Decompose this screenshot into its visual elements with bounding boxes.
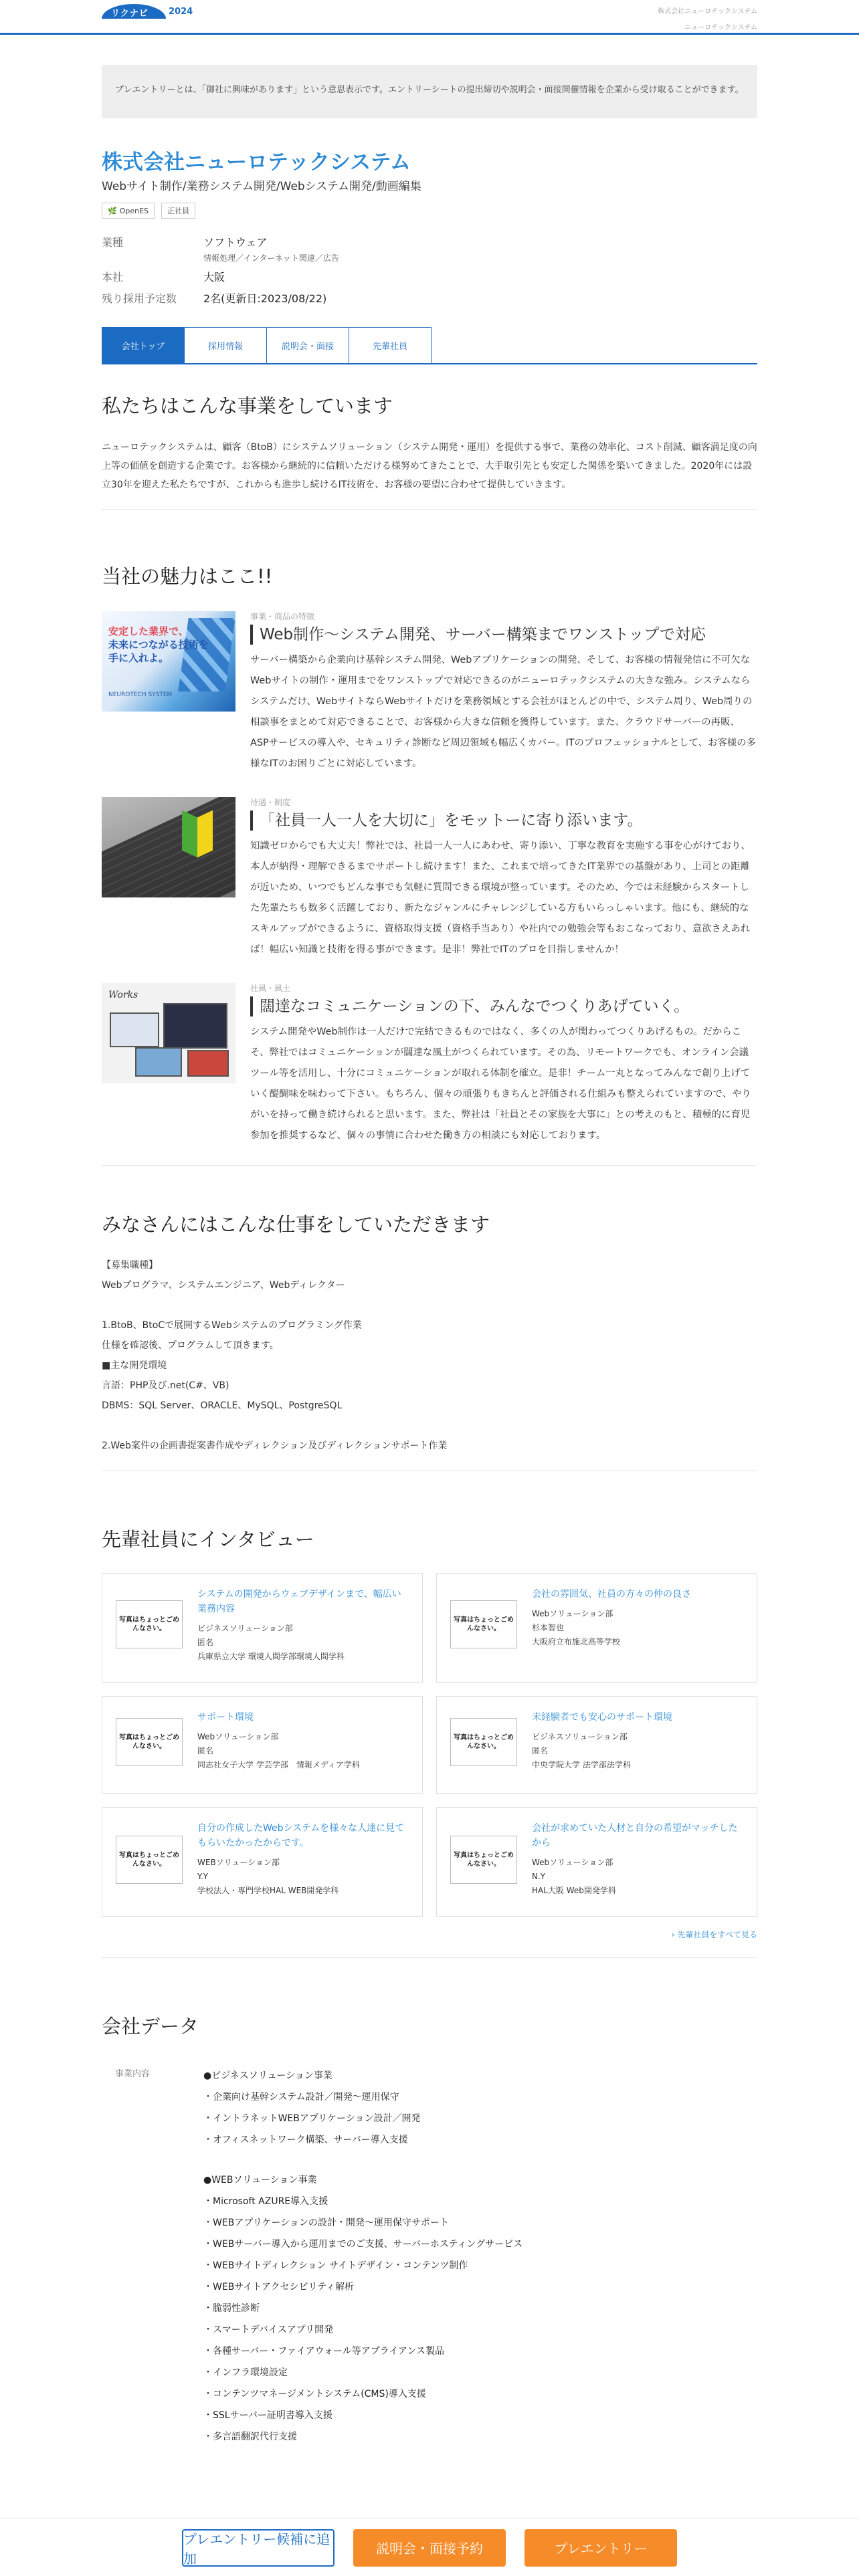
beginner-mark-icon [182, 814, 213, 861]
cdata-line: ●ビジネスソリューション事業 [203, 2070, 332, 2081]
company-data-label: 事業内容 [115, 2069, 151, 2079]
info-value: 2名(更新日:2023/08/22) [203, 292, 327, 305]
interview-card[interactable] [102, 1807, 423, 1917]
tag-openes [102, 203, 155, 219]
screen-thumb-icon [135, 1047, 182, 1077]
company-tags [102, 203, 757, 219]
company-name: 株式会社ニューロテックシステム [102, 150, 411, 175]
cdata-line: ・各種サーバー・ファイアウォール等アプライアンス製品 [203, 2346, 444, 2357]
dept: Webソリューション部 [532, 1858, 613, 1867]
cdata-line: ・コンテンツマネージメントシステム(CMS)導入支援 [203, 2389, 426, 2399]
cdata-line: ・WEBサイトアクセシビリティ解析 [203, 2282, 355, 2292]
appeal-title: 当社の魅力はここ!! [102, 565, 273, 588]
cdata-line: ・多言語翻訳代行支援 [203, 2432, 297, 2442]
interview-card-body [197, 1821, 409, 1903]
more-seniors-label: 先輩社員をすべて見る [677, 1930, 757, 1939]
appeal-category: 事業・商品の特徴 [250, 612, 315, 621]
tab-seminar[interactable]: 説明会・面接 [266, 327, 349, 363]
interview-card-body [197, 1587, 409, 1669]
photo-placeholder: 写真はちょっとごめんなさい。 [116, 1600, 183, 1648]
school: 同志社女子大学 学芸学部 情報メディア学科 [197, 1760, 360, 1769]
leaf-icon: 🌿 [108, 206, 117, 215]
cdata-line: ・SSLサーバー証明書導入支援 [203, 2410, 332, 2421]
appeal-heading: Web制作〜システム開発、サーバー構築までワンストップで対応 [250, 625, 757, 645]
cdata-gap [203, 2151, 522, 2169]
work-line: ■主な開発環境 [102, 1360, 167, 1371]
divider [102, 509, 757, 510]
add-candidate-button[interactable]: プレエントリー候補に追加 [182, 2529, 335, 2567]
appeal-text: 知識ゼロからでも大丈夫！弊社では、社員一人一人にあわせ、寄り添い、丁寧な教育を実施する事を心がけており、本人が納得・理解できるまでサポートし続けます！また、これまで培ってきたIT業界での基盤があり、上司との距離が近いため、いつでもどんな事でも気軽に質問できる環境が整っています。そのため、今では未経験からスタートした先輩たちも数多く活躍しており、新たなジャンルにチャレンジしている方もいらっしゃいます。他にも、継続的なスキルアップができるように、資格取得支援（資格手当あり）や社内での勉強会等もおこなっており、意欲さえあれば！幅広い知識と技術を得る事ができます。是非！弊社でITのプロを目指しませんか！ [250, 841, 751, 955]
appeal-image-caption [108, 625, 209, 665]
appeal-image-benefits [102, 797, 235, 897]
screen-thumb-icon [110, 1012, 159, 1047]
cdata-line: ・脆弱性診断 [203, 2303, 260, 2314]
appeal-text: サーバー構築から企業向け基幹システム開発、Webアプリケーションの開発、そして、お客様の情報発信に不可欠なWebサイトの制作・運用までをワンストップで対応できるのがニューロテックシステムの大きな強み。システムならシステムだけ、WebサイトならWebサイトだけを業務領域とする会社がほとんどの中で、システム周り、Web周りの相談事をまとめて対応できることで、お客様から大きな信頼を獲得しています。また、クラウドサーバーの再販、ASPサービスの導入や、セキュリティ診断など周辺領域も幅広くカバー。ITのプロフェッショナルとして、お客様の多様なITのお困りごとに対応しています。 [250, 655, 756, 769]
interview-card-meta [532, 1607, 691, 1649]
school: 兵庫県立大学 環境人間学部環境人間学科 [197, 1652, 345, 1661]
work-line: 1.BtoB、BtoCで展開するWebシステムのプログラミング作業 [102, 1320, 362, 1331]
interview-title: 先輩社員にインタビュー [102, 1528, 314, 1551]
photo-placeholder: 写真はちょっとごめんなさい。 [116, 1718, 183, 1766]
appeal-image-business [102, 611, 235, 712]
cdata-line: ●WEBソリューション事業 [203, 2175, 317, 2185]
works-label: Works [108, 990, 138, 1000]
interview-card-title[interactable]: 未経験者でも安心のサポート環境 [532, 1712, 672, 1723]
company-data-title: 会社データ [102, 2015, 199, 2038]
person-name: 匿名 [197, 1638, 214, 1647]
appeal-item-body [250, 797, 757, 960]
divider [102, 1165, 757, 1166]
photo-placeholder: 写真はちょっとごめんなさい。 [116, 1836, 183, 1884]
interview-card[interactable] [102, 1573, 423, 1683]
industry-sub: 情報処理／インターネット関連／広告 [203, 253, 339, 263]
interview-card-title[interactable]: 会社が求めていた人材と自分の希望がマッチしたから [532, 1823, 738, 1848]
interview-card-meta [532, 1856, 743, 1898]
keyboard-icon [102, 797, 235, 897]
interview-card-title[interactable]: システムの開発からウェブデザインまで、幅広い業務内容 [197, 1589, 401, 1614]
info-label: 残り採用予定数 [102, 292, 177, 305]
cdata-line: ・インフラ環境設定 [203, 2367, 288, 2378]
tab-company-top[interactable]: 会社トップ [102, 327, 185, 363]
photo-placeholder: 写真はちょっとごめんなさい。 [450, 1718, 517, 1766]
work-line-gap [102, 1416, 757, 1436]
work-line: Webプログラマ、システムエンジニア、Webディレクター [102, 1280, 345, 1291]
dept: Webソリューション部 [532, 1609, 613, 1618]
school: HAL大阪 Web開発学科 [532, 1886, 616, 1895]
dept: WEBソリューション部 [197, 1858, 280, 1867]
appeal-item-body [250, 611, 757, 774]
dept: Webソリューション部 [197, 1732, 279, 1741]
appeal-item-body [250, 983, 757, 1146]
appeal-heading: 「社員一人一人を大切に」をモットーに寄り添います。 [250, 811, 757, 831]
interview-card-title[interactable]: 会社の雰囲気、社員の方々の仲の良さ [532, 1589, 691, 1600]
appeal-item-benefits [102, 797, 757, 960]
img-line-2: 未来につながる技術を [108, 639, 209, 651]
cdata-line: ・WEBアプリケーションの設計・開発〜運用保守サポート [203, 2218, 449, 2228]
divider [102, 1957, 757, 1958]
interview-card-body [532, 1710, 672, 1780]
interview-card-meta [197, 1622, 409, 1664]
person-name: N.Y [532, 1872, 546, 1881]
info-label: 本社 [102, 271, 124, 284]
person-name: 杉本智也 [532, 1623, 565, 1632]
work-line-gap [102, 1295, 757, 1315]
interview-grid [102, 1573, 757, 1917]
person-name: 匿名 [197, 1746, 214, 1755]
tag-label: OpenES [119, 206, 149, 215]
tag-label: 正社員 [167, 207, 190, 215]
company-data-row [102, 2065, 757, 2448]
chevron-right-icon: › [671, 1930, 675, 1939]
interview-card-body [532, 1821, 743, 1903]
cdata-line: ・WEBサーバー導入から運用までのご支援、サーバーホスティングサービス [203, 2239, 523, 2250]
company-data-section [102, 2013, 757, 2448]
info-hq [102, 268, 757, 287]
interview-card[interactable] [102, 1696, 423, 1794]
company-tabs [102, 327, 757, 364]
company-info [102, 233, 757, 308]
interview-card[interactable] [436, 1573, 757, 1683]
img-brand: NEUROTECH SYSTEM [108, 691, 173, 698]
logo-year: 2024 [169, 7, 193, 17]
work-line: 【募集職種】 [102, 1260, 158, 1271]
interview-card-meta [197, 1856, 409, 1898]
interview-card-title[interactable]: 自分の作成したWebシステムを様々な人達に見てもらいたかったからです。 [197, 1823, 405, 1848]
work-section [102, 1211, 757, 1471]
screen-thumb-icon [187, 1050, 229, 1077]
cdata-line: ・スマートデバイスアプリ開発 [203, 2325, 334, 2335]
dept: ビジネスソリューション部 [197, 1624, 293, 1633]
business-text: ニューロテックシステムは、顧客（BtoB）にシステムソリューション（システム開発・運用）を提供する事で、業務の効率化、コスト削減、顧客満足度の向上等の価値を創造する企業です。お客様から継続的に信頼いただける様努めてきたことで、大手取引先とも安定した関係を築いてきました。2020年には設立30年を迎えた私たちですが、これからも進歩し続けるIT技術を、お客様の要望に合わせて提供していきます。 [102, 442, 757, 490]
appeal-section [102, 563, 757, 1166]
cdata-line: ・イントラネットWEBアプリケーション設計／開発 [203, 2113, 421, 2124]
info-label: 業種 [102, 236, 124, 249]
photo-placeholder: 写真はちょっとごめんなさい。 [450, 1600, 517, 1648]
preentry-button[interactable]: プレエントリー [524, 2529, 677, 2567]
header-company-link-2[interactable]: ニューロテックシステム [684, 24, 757, 31]
work-text [102, 1255, 757, 1456]
info-remaining [102, 290, 757, 308]
appeal-item-business [102, 611, 757, 774]
person-name: Y.Y [197, 1872, 209, 1881]
company-data-value [203, 2065, 522, 2448]
work-line: 仕様を確認後、プログラムして頂きます。 [102, 1340, 279, 1351]
appeal-image-culture [102, 983, 235, 1083]
appeal-category: 社風・風土 [250, 984, 291, 993]
school: 学校法人・専門学校HAL WEB開発学科 [197, 1886, 339, 1895]
sticky-action-bar [0, 2518, 859, 2576]
person-name: 匿名 [532, 1746, 549, 1755]
appeal-category: 待遇・制度 [250, 798, 291, 807]
site-logo[interactable] [102, 3, 202, 20]
interview-card-title[interactable]: サポート環境 [197, 1712, 254, 1723]
appeal-heading: 闊達なコミュニケーションの下、みんなでつくりあげていく。 [250, 996, 757, 1016]
appeal-text: システム開発やWeb制作は一人だけで完結できるものではなく、多くの人が関わってつくりあげるもの。だからこそ、弊社ではコミュニケーションが闊達な風土がつくられています。その為、リモートワークでも、オンライン会議ツール等を活用し、十分にコミュニケーションが取れる体制を確立。是非！チーム一丸となってみんなで創り上げていく醍醐味を味わって下さい。もちろん、個々の頑張りもきちんと評価される仕組みも整えられていますので、やりがいを持って働き続けられると思います。また、弊社は「社員とその家族を大事に」との考えのもと、積極的に育児参加を推奨するなど、個々の事情に合わせた働き方の相談にも対応しております。 [250, 1027, 751, 1141]
logo-text: リクナビ [111, 9, 149, 19]
work-title: みなさんにはこんな仕事をしていただきます [102, 1213, 490, 1236]
tag-fulltime [161, 203, 195, 219]
preentry-notice: プレエントリーとは、「御社に興味があります」という意思表示です。エントリーシートの提出締切や説明会・面接開催情報を企業から受け取ることができます。 [102, 65, 757, 118]
school: 大阪府立布施北高等学校 [532, 1637, 621, 1646]
screen-thumb-icon [163, 1003, 227, 1049]
interview-card[interactable] [436, 1807, 757, 1917]
info-industry [102, 233, 757, 264]
site-header [0, 0, 859, 35]
school: 中央学院大学 法学部法学科 [532, 1760, 631, 1769]
work-line: DBMS：SQL Server、ORACLE、MySQL、PostgreSQL [102, 1400, 343, 1411]
interview-card-body [532, 1587, 691, 1669]
company-catch: Webサイト制作/業務システム開発/Webシステム開発/動画編集 [102, 180, 421, 193]
header-company-links [658, 4, 757, 36]
info-value [203, 233, 339, 264]
main-content [102, 65, 757, 2448]
work-line: 言語：PHP及び.net(C#、VB) [102, 1380, 229, 1391]
cdata-line: ・企業向け基幹システム設計／開発〜運用保守 [203, 2092, 399, 2103]
interview-card[interactable] [436, 1696, 757, 1794]
interview-section [102, 1526, 757, 1958]
business-section [102, 393, 757, 510]
cdata-line: ・WEBサイトディレクション サイトデザイン・コンテンツ制作 [203, 2260, 468, 2271]
business-title: 私たちはこんな事業をしています [102, 395, 393, 417]
tab-recruit-info[interactable]: 採用情報 [184, 327, 267, 363]
img-line-1: 安定した業界で、 [108, 625, 189, 637]
header-company-link-1[interactable]: 株式会社ニューロテックシステム [658, 8, 757, 15]
interview-card-body [197, 1710, 360, 1780]
info-value: 大阪 [203, 271, 225, 284]
seminar-reserve-button[interactable]: 説明会・面接予約 [353, 2529, 506, 2567]
cdata-line: ・Microsoft AZURE導入支援 [203, 2196, 328, 2207]
industry-value: ソフトウェア [203, 236, 268, 249]
tab-seniors[interactable]: 先輩社員 [349, 327, 432, 363]
interview-card-meta [197, 1730, 360, 1772]
more-seniors-link[interactable] [102, 1929, 757, 1940]
photo-placeholder: 写真はちょっとごめんなさい。 [450, 1836, 517, 1884]
work-line: 2.Web案件の企画書提案書作成やディレクション及びディレクションサポート作業 [102, 1440, 448, 1451]
cdata-line: ・オフィスネットワーク構築、サーバー導入支援 [203, 2135, 408, 2145]
appeal-item-culture [102, 983, 757, 1146]
interview-card-meta [532, 1730, 672, 1772]
dept: ビジネスソリューション部 [532, 1732, 628, 1741]
img-line-3: 手に入れよ。 [108, 652, 169, 664]
